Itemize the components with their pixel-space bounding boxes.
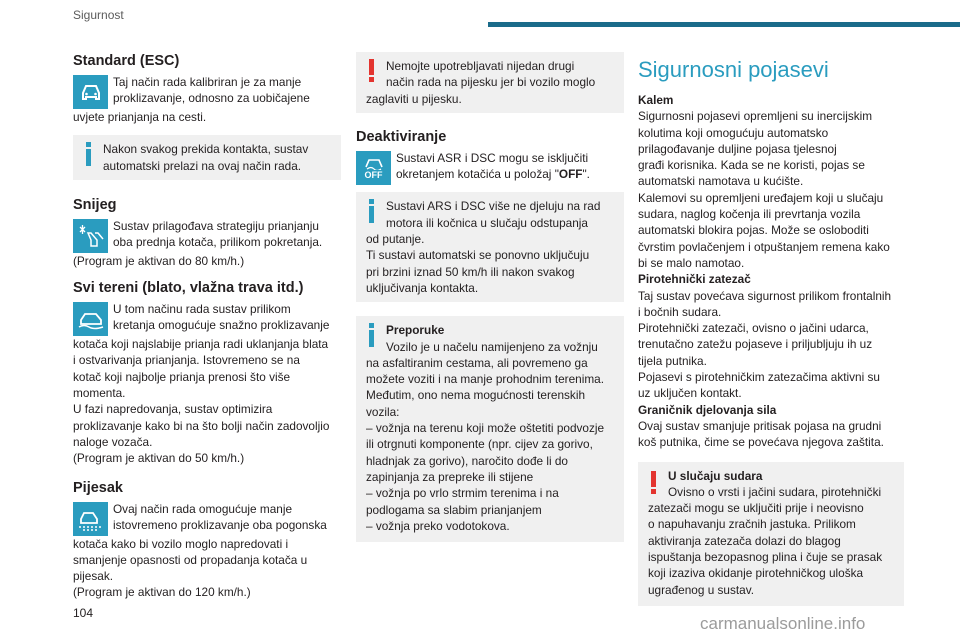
heading-snow: Snijeg: [73, 196, 117, 213]
warning-icon: [365, 59, 379, 85]
text-line: Pirotehnički zatezači, ovisno o jačini udarca,: [638, 321, 869, 336]
section-title: Sigurnost: [73, 8, 124, 22]
column-middle: [356, 52, 624, 542]
column-left: [73, 52, 341, 601]
snow-mode-icon: [73, 219, 108, 253]
page-number: 104: [73, 606, 94, 620]
warning-icon: [647, 471, 661, 497]
text-line: uz uključen kontakt.: [638, 386, 742, 401]
paragraph-all-terrain: U tom načinu rada sustav prilikom kretanja omogućuje snažno proklizavanje kotača koji najslabije prianja radi uklanjanja blata i ostvarivanja prianjanja. Istovremeno se na kotač koji najbolje prianja prenosi što više momenta. U fazi napredovanja, sustav optimizira proklizavanje kako bi na što bolji način zadovoljio naloge vozača. (Program je aktivan do 50 km/h.): [73, 302, 330, 466]
text-line: koš putnika, čime se povećava njegova zaštita.: [638, 435, 884, 450]
text-line: bi se malo namotao.: [638, 255, 745, 270]
subheading: Kalem: [638, 93, 674, 107]
paragraph-snow: Sustav prilagođava strategiju prianjanju oba prednja kotača, prilikom pokretanja. (Program je aktivan do 80 km/h.): [73, 218, 323, 268]
warning-sand: Nemojte upotrebljavati nijedan drugi način rada na pijesku jer bi vozilo moglo zaglaviti u pijesku.: [356, 52, 624, 113]
paragraph-seatbelts: [638, 92, 904, 451]
heading-deactivation: Deaktiviranje: [356, 128, 447, 145]
info-icon: [365, 199, 379, 225]
paragraph-deactivation: OFF Sustavi ASR i DSC mogu se isključiti okretanjem kotačića u položaj "OFF".: [356, 150, 624, 183]
paragraph-sand: Ovaj način rada omogućuje manje istovremeno proklizavanje oba pogonska kotača kako bi vozilo moglo napredovati i smanjenje opasnosti od propadanja kotača u pijesak. (Program je aktivan do 120 km/h.): [73, 501, 327, 600]
header-accent-bar: [488, 22, 960, 27]
info-note-standard: Nakon svakog prekida kontakta, sustav automatski prelazi na ovaj način rada.: [73, 135, 341, 180]
column-right: [638, 52, 904, 606]
info-note-recommendations: Preporuke Vozilo je u načelu namijenjeno za vožnju na asfaltiranim cestama, ali povremeno ga možete voziti i na manje prohodnim terenima. Međutim, ono nema mogućnosti terenskih vozila: – vožnja na terenu koji može oštetiti podvozje ili otrgnuti komponente (npr. cijev za gorivo, hladnjak za gorivo), naročito dođe li do zapinjanja za prepreke ili stijene – vožnja po vrlo strmim terenima i na podlogama sa slabim prianjanjem – vožnja preko vodotokova.: [356, 316, 624, 542]
section-heading-seatbelts: Sigurnosni pojasevi: [638, 57, 829, 82]
text-line: Ovaj sustav smanjuje pritisak pojasa na grudni: [638, 418, 882, 433]
text-line: Kalemovi su opremljeni uređajem koji u slučaju: [638, 190, 884, 205]
info-icon: [82, 142, 96, 168]
esc-off-icon: OFF: [356, 151, 391, 185]
paragraph-standard: Taj način rada kalibriran je za manje proklizavanje, odnosno za uobičajene uvjete prianjanja na cesti.: [73, 75, 310, 124]
text-line: i bočnih sudara.: [638, 304, 722, 319]
info-note-deactivation: Sustavi ARS i DSC više ne djeluju na rad motora ili kočnica u slučaju odstupanja od putanje. Ti sustavi automatski se ponovno uključuju pri brzini iznad 50 km/h ili nakon svakog uključivanja kontakta.: [356, 192, 624, 302]
heading-standard: Standard (ESC): [73, 53, 180, 69]
subheading: Graničnik djelovanja sila: [638, 402, 777, 417]
text-line: tijela putnika.: [638, 353, 707, 368]
sand-mode-icon: [73, 502, 108, 536]
car-icon: [73, 75, 108, 109]
warning-collision: U slučaju sudara Ovisno o vrsti i jačini sudara, pirotehnički zatezači mogu se uključiti prije i neovisno o napuhavanju zračnih jastuka. Prilikom aktiviranja zatezača dolazi do blagog ispuštanja bezopasnog plina i čuje se prasak koji izaziva okidanje pirotehničkog uloška ugrađenog u sustav.: [638, 462, 904, 606]
text-line: Taj sustav povećava sigurnost prilikom frontalnih: [638, 288, 892, 303]
text-line: prilagođavanje duljine pojasa tjelesnoj: [638, 141, 837, 156]
text-line: trenutačno zatežu pojaseve i priljubljuju ih uz: [638, 337, 873, 352]
heading-sand: Pijesak: [73, 479, 123, 496]
text-line: Pojasevi s pirotehničkim zatezačima aktivni su: [638, 370, 880, 385]
heading-all-terrain: Svi tereni (blato, vlažna trava itd.): [73, 280, 304, 297]
mud-mode-icon: [73, 302, 108, 336]
text-line: Sigurnosni pojasevi opremljeni su inercijskim: [638, 109, 873, 124]
watermark: carmanualsonline.info: [700, 614, 866, 633]
subheading: Pirotehnički zatezač: [638, 272, 751, 287]
text-line: automatski namotava u kućište.: [638, 174, 804, 189]
text-line: građi korisnika. Kada se ne koristi, pojas se: [638, 158, 865, 173]
info-icon: [365, 323, 379, 349]
text-line: čvrstim povlačenjem i otpuštanjem remena kako: [638, 239, 890, 254]
text-line: kolutima koji omogućuju automatsko: [638, 125, 829, 140]
text-line: automatski blokira pojas. Može se osloboditi: [638, 223, 869, 238]
text-line: sudara, naglog kočenja ili prevrtanja vozila: [638, 207, 861, 222]
